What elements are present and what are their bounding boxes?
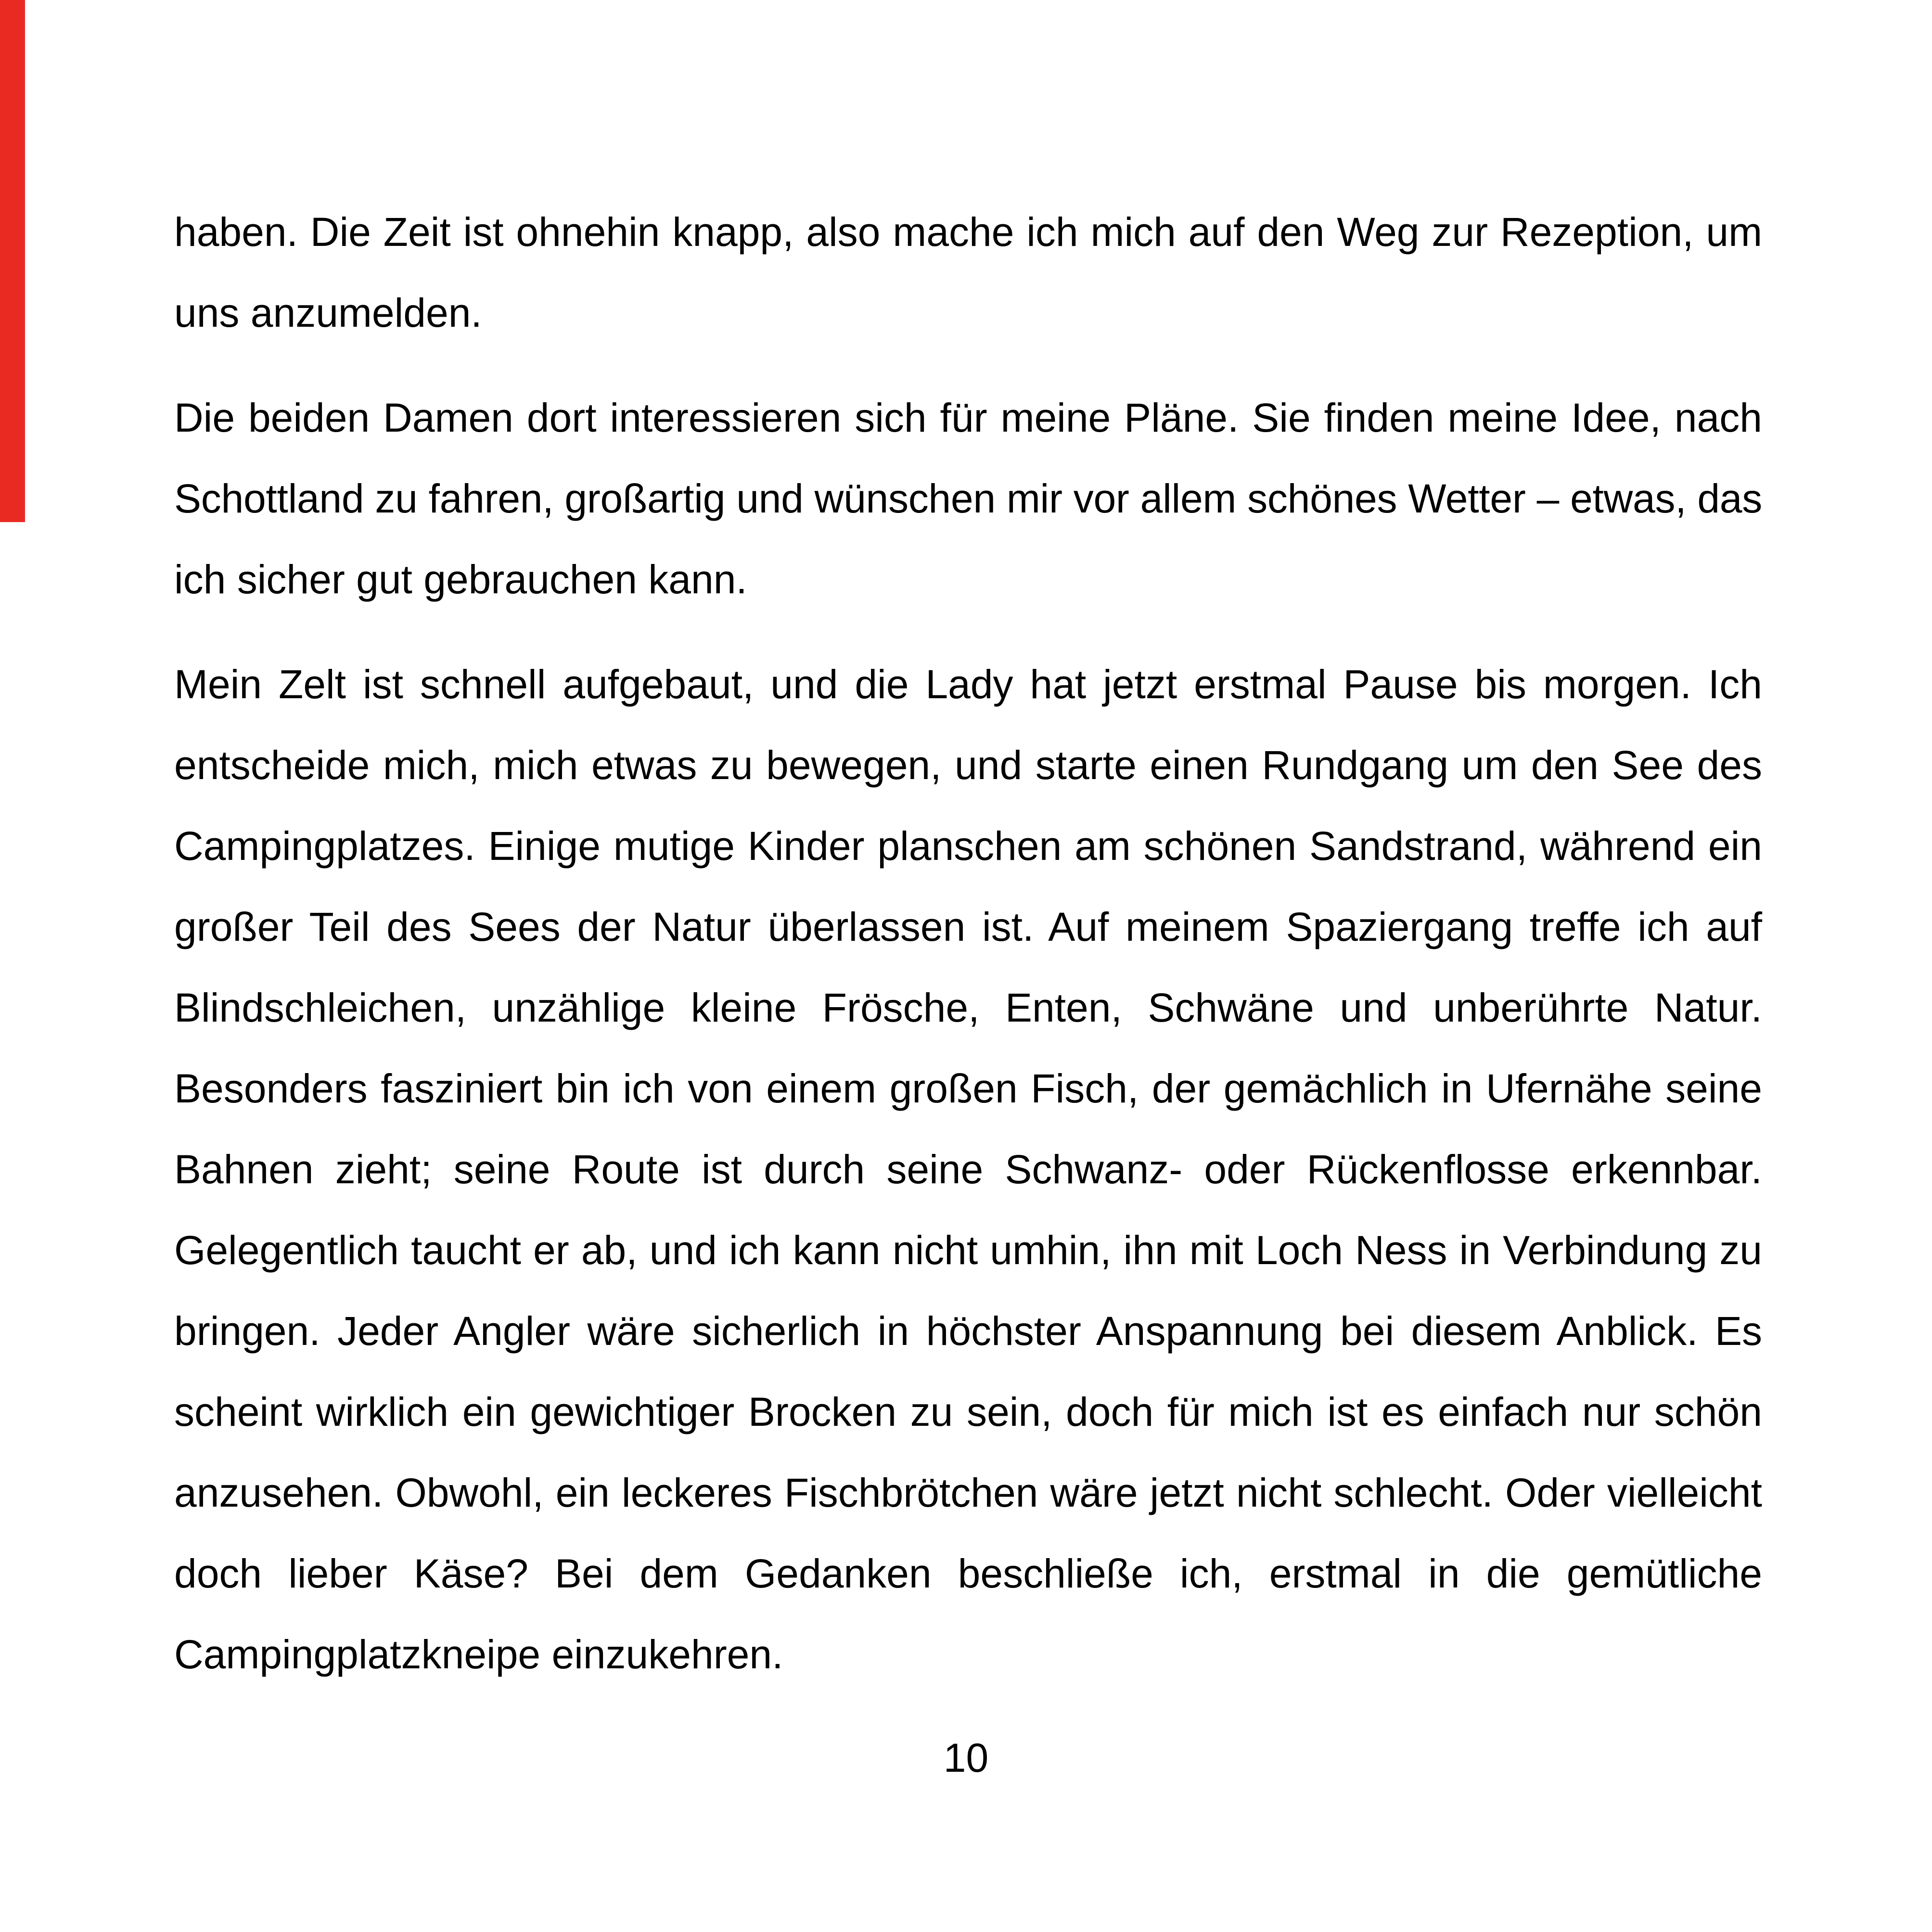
text-line [174,1371,1762,1452]
page-number-value: 10 [943,1735,989,1780]
text-line-content: Campingplatzkneipe einzukehren. [174,1632,783,1677]
text-line-content: Campingplatzes. Einige mutige Kinder planschen am schönen Sandstrand, während ein [174,823,1762,869]
red-margin-bar [0,0,25,522]
text-line-content: uns anzumelden. [174,290,482,335]
text-line [174,1291,1762,1371]
text-line [174,1048,1762,1129]
text-line-content: entscheide mich, mich etwas zu bewegen, und starte einen Rundgang um den See des [174,742,1762,788]
text-line-content: Bahnen zieht; seine Route ist durch seine Schwanz- oder Rückenflosse erkennbar. [174,1147,1762,1192]
text-line-content: Mein Zelt ist schnell aufgebaut, und die Lady hat jetzt erstmal Pause bis morgen. Ich [174,662,1762,707]
text-line [174,1210,1762,1291]
text-line [174,192,1762,272]
text-line [174,644,1762,725]
text-line-content: großer Teil des Sees der Natur überlassen ist. Auf meinem Spaziergang treffe ich auf [174,904,1763,949]
text-line [174,377,1762,458]
text-line [174,806,1762,886]
text-line [174,1614,1762,1695]
text-line-content: haben. Die Zeit ist ohnehin knapp, also mache ich mich auf den Weg zur Rezeption, um [174,209,1763,255]
text-line [174,725,1762,806]
text-line [174,272,1762,353]
text-line [174,1452,1762,1533]
text-line-content: doch lieber Käse? Bei dem Gedanken beschließe ich, erstmal in die gemütliche [174,1551,1762,1596]
text-line-content: scheint wirklich ein gewichtiger Brocken zu sein, doch für mich ist es einfach nur schön [174,1389,1762,1434]
text-line-content: bringen. Jeder Angler wäre sicherlich in höchster Anspannung bei diesem Anblick. Es [174,1308,1763,1354]
text-line-content: Blindschleichen, unzählige kleine Frösche, Enten, Schwäne und unberührte Natur. [174,985,1763,1030]
text-line-content: Gelegentlich taucht er ab, und ich kann nicht umhin, ihn mit Loch Ness in Verbindung zu [174,1228,1762,1273]
paragraph [174,377,1762,620]
text-line-content: ich sicher gut gebrauchen kann. [174,557,747,602]
text-line-content: Die beiden Damen dort interessieren sich für meine Pläne. Sie finden meine Idee, nach [174,395,1762,440]
text-line-content: Schottland zu fahren, großartig und wünschen mir vor allem schönes Wetter – etwas, das [174,476,1763,521]
page-text [174,192,1762,1695]
page-number [0,1717,1932,1798]
text-line [174,458,1762,539]
paragraph [174,192,1762,353]
text-line [174,1533,1762,1614]
text-line-content: anzusehen. Obwohl, ein leckeres Fischbrötchen wäre jetzt nicht schlecht. Oder vielleicht [174,1470,1762,1515]
text-line [174,967,1762,1048]
text-line [174,886,1762,967]
text-line [174,1129,1762,1210]
text-line [174,539,1762,620]
text-line-content: Besonders fasziniert bin ich von einem großen Fisch, der gemächlich in Ufernähe seine [174,1066,1762,1111]
paragraph [174,644,1762,1695]
